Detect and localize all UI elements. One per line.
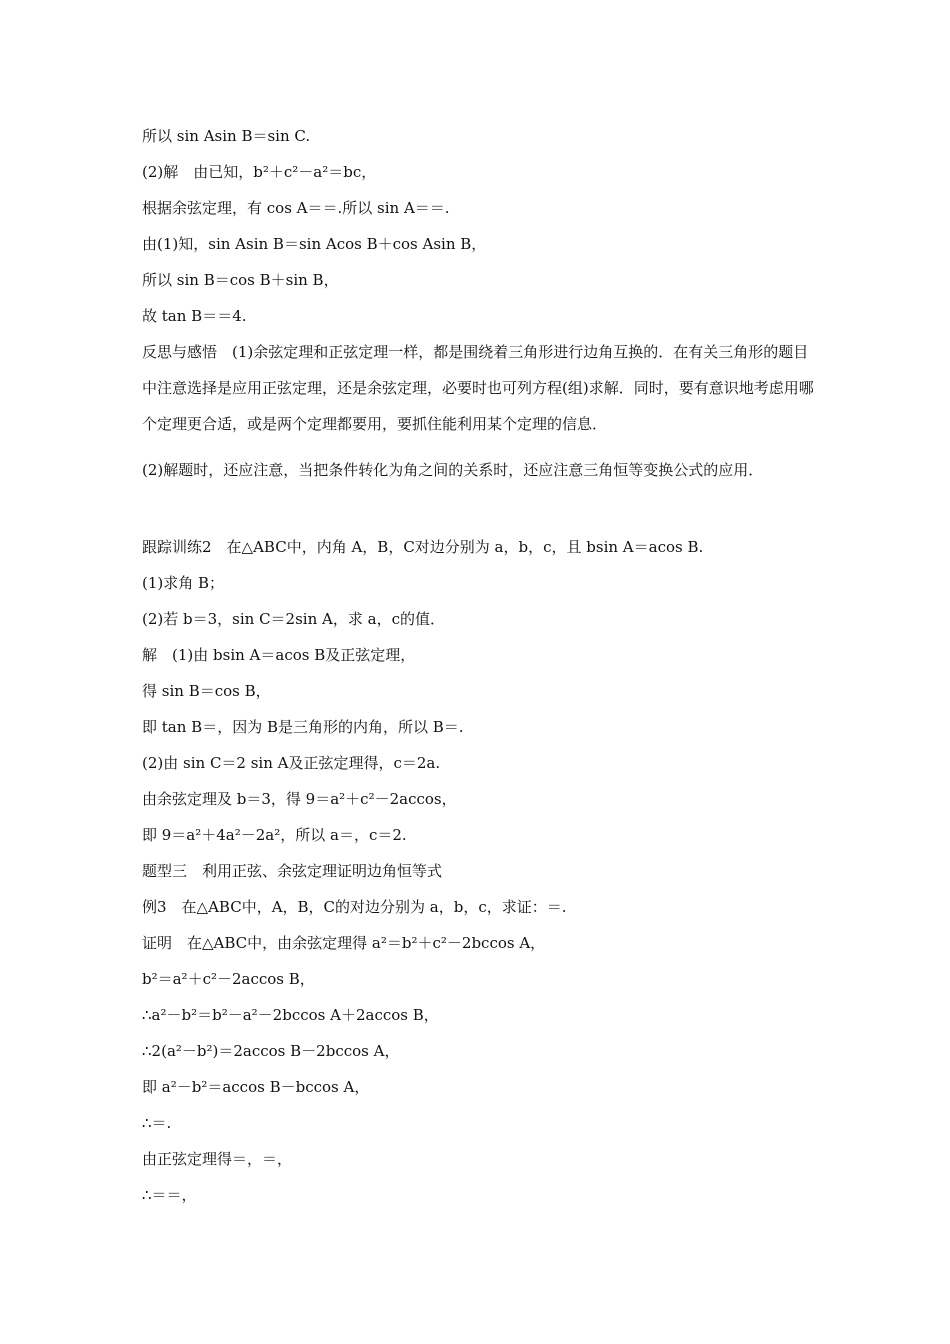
text-line: (1)求角 B； — [142, 574, 225, 592]
text-paragraph: (2)解题时，还应注意，当把条件转化为角之间的关系时，还应注意三角恒等变换公式的应用． — [142, 461, 764, 479]
text-line: 证明 在△ABC中，由余弦定理得 a²＝b²＋c²－2bccos A， — [142, 934, 546, 952]
text-line: (2)若 b＝3，sin C＝2sin A，求 a，c的值． — [142, 610, 445, 628]
text-line: ∴＝＝， — [142, 1186, 197, 1204]
reflection-paragraph: 反思与感悟 (1)余弦定理和正弦定理一样，都是围绕着三角形进行边角互换的．在有关三角形的题目中注意选择是应用正弦定理，还是余弦定理，必要时也可列方程(组)求解．同时，要有意识地考虑用哪个定理更合适，或是两个定理都要用，要抓住能利用某个定理的信息． — [142, 343, 814, 433]
section-heading: 题型三 利用正弦、余弦定理证明边角恒等式 — [142, 862, 443, 880]
text-line: ∴2(a²－b²)＝2accos B－2bccos A， — [142, 1042, 400, 1060]
text-line: ∴＝. — [142, 1114, 172, 1132]
text-line: 故 tan B＝＝4. — [142, 307, 247, 325]
text-line: 所以 sin B＝cos B＋sin B， — [142, 271, 339, 289]
text-line: 即 9＝a²＋4a²－2a²，所以 a＝，c＝2. — [142, 826, 407, 844]
text-line: (2)解 由已知，b²＋c²－a²＝bc， — [142, 163, 377, 181]
text-line: 得 sin B＝cos B， — [142, 682, 271, 700]
text-line: b²＝a²＋c²－2accos B， — [142, 970, 315, 988]
text-line: 跟踪训练2 在△ABC中，内角 A，B，C对边分别为 a，b，c，且 bsin A＝acos B. — [142, 538, 704, 556]
text-line: (2)由 sin C＝2 sin A及正弦定理得，c＝2a. — [142, 754, 441, 772]
text-line: 即 a²－b²＝accos B－bccos A， — [142, 1078, 370, 1096]
text-line: 由(1)知，sin Asin B＝sin Acos B＋cos Asin B， — [142, 235, 487, 253]
text-line: 由余弦定理及 b＝3，得 9＝a²＋c²－2accos， — [142, 790, 457, 808]
text-line: 由正弦定理得＝，＝， — [142, 1150, 293, 1168]
text-line: 所以 sin Asin B＝sin C. — [142, 127, 311, 145]
text-line: 根据余弦定理，有 cos A＝＝.所以 sin A＝＝. — [142, 199, 450, 217]
text-line: ∴a²－b²＝b²－a²－2bccos A＋2accos B， — [142, 1006, 439, 1024]
text-line: 例3 在△ABC中，A，B，C的对边分别为 a，b，c，求证：＝. — [142, 898, 567, 916]
text-line: 即 tan B＝，因为 B是三角形的内角，所以 B＝. — [142, 718, 464, 736]
text-line: 解 (1)由 bsin A＝acos B及正弦定理， — [142, 646, 416, 664]
